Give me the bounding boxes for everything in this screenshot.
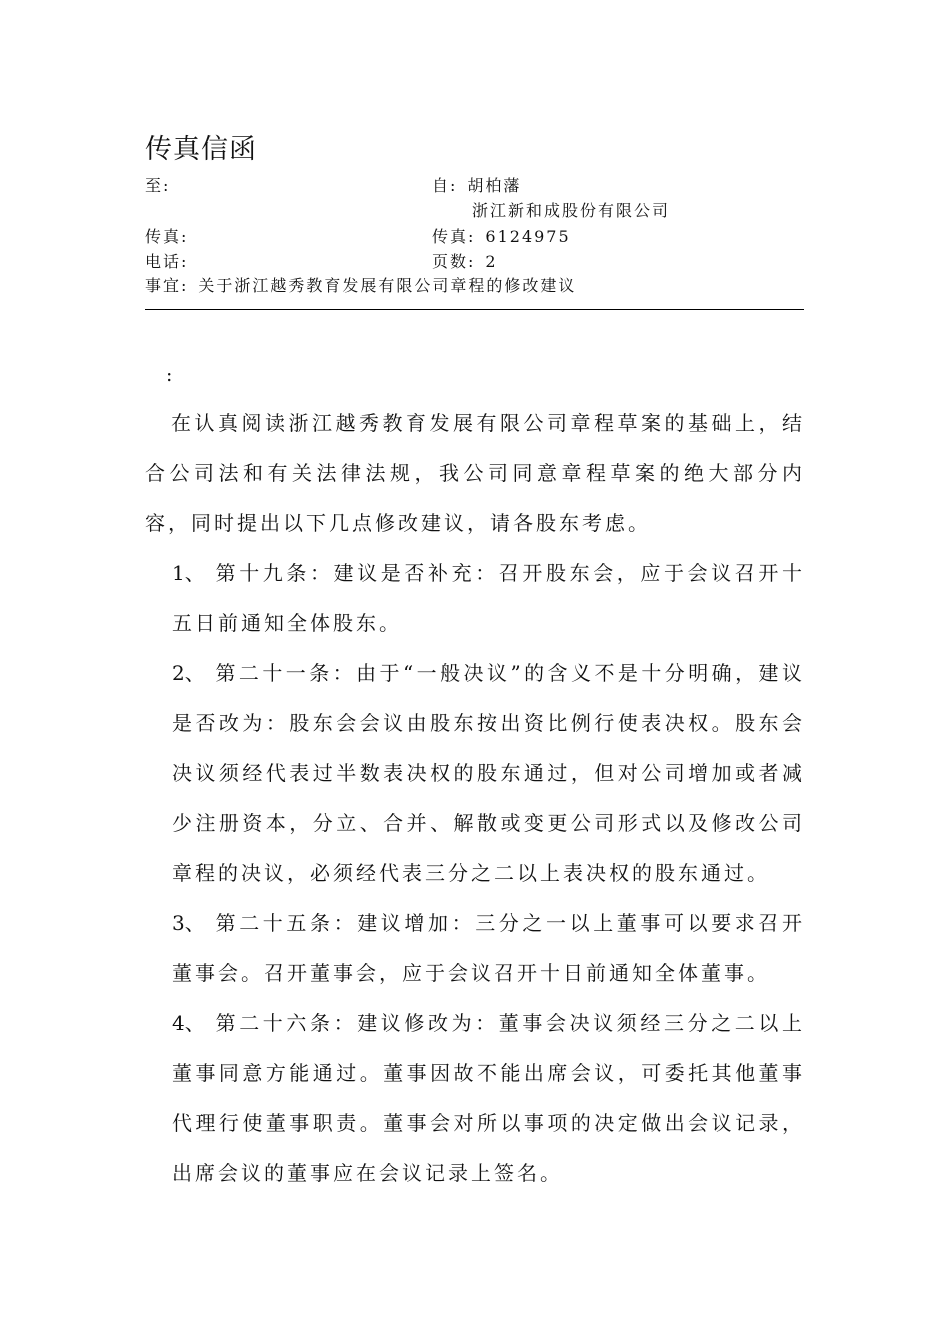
item-number: 3、: [172, 911, 205, 935]
pages-value: 2: [485, 252, 498, 271]
phone-line: [145, 252, 188, 272]
list-item: [145, 898, 805, 998]
item-number: 1、: [172, 561, 205, 585]
subject-value: 关于浙江越秀教育发展有限公司章程的修改建议: [198, 276, 577, 295]
fax-label-right: 传真:: [432, 227, 476, 246]
list-item: [145, 648, 805, 898]
item-text: 第二十一条：由于“一般决议”的含义不是十分明确，建议是否改为：股东会会议由股东按出资比例行使表决权。股东会决议须经代表过半数表决权的股东通过，但对公司增加或者减少注册资本，分立、合并、解散或变更公司形式以及修改公司章程的决议，必须经代表三分之二以上表决权的股东通过。: [172, 661, 805, 885]
list-item: [145, 548, 805, 648]
item-text: 第二十五条：建议增加：三分之一以上董事可以要求召开董事会。召开董事会，应于会议召开十日前通知全体董事。: [172, 911, 805, 985]
list-item: [145, 998, 805, 1198]
item-number: 2、: [172, 661, 205, 685]
from-line: [432, 176, 521, 196]
fax-value-right: 6124975: [485, 227, 571, 246]
intro-paragraph: 在认真阅读浙江越秀教育发展有限公司章程草案的基础上，结合公司法和有关法律法规，我公司同意章程草案的绝大部分内容，同时提出以下几点修改建议，请各股东考虑。: [145, 411, 805, 535]
phone-label: 电话:: [145, 252, 189, 271]
item-text: 第二十六条：建议修改为：董事会决议须经三分之二以上董事同意方能通过。董事因故不能出席会议，可委托其他董事代理行使董事职责。董事会对所以事项的决定做出会议记录，出席会议的董事应在会议记录上签名。: [172, 1011, 805, 1185]
from-label: 自:: [432, 176, 458, 195]
to-label: 至:: [145, 176, 171, 195]
subject-label: 事宜:: [145, 276, 189, 295]
header-divider: [145, 309, 804, 310]
item-number: 4、: [172, 1011, 205, 1035]
document-title: 传真信函: [145, 134, 257, 165]
subject-line: [145, 276, 576, 296]
fax-line-left: [145, 227, 188, 247]
item-text: 第十九条：建议是否补充：召开股东会，应于会议召开十五日前通知全体股东。: [172, 561, 805, 635]
to-line: [145, 176, 170, 196]
salutation: :: [166, 364, 173, 386]
from-company: 浙江新和成股份有限公司: [472, 201, 671, 220]
letter-body: [145, 398, 805, 1198]
fax-label-left: 传真:: [145, 227, 189, 246]
fax-line-right: [432, 227, 571, 247]
pages-label: 页数:: [432, 252, 476, 271]
pages-line: [432, 252, 498, 272]
from-name: 胡柏藩: [467, 176, 522, 195]
